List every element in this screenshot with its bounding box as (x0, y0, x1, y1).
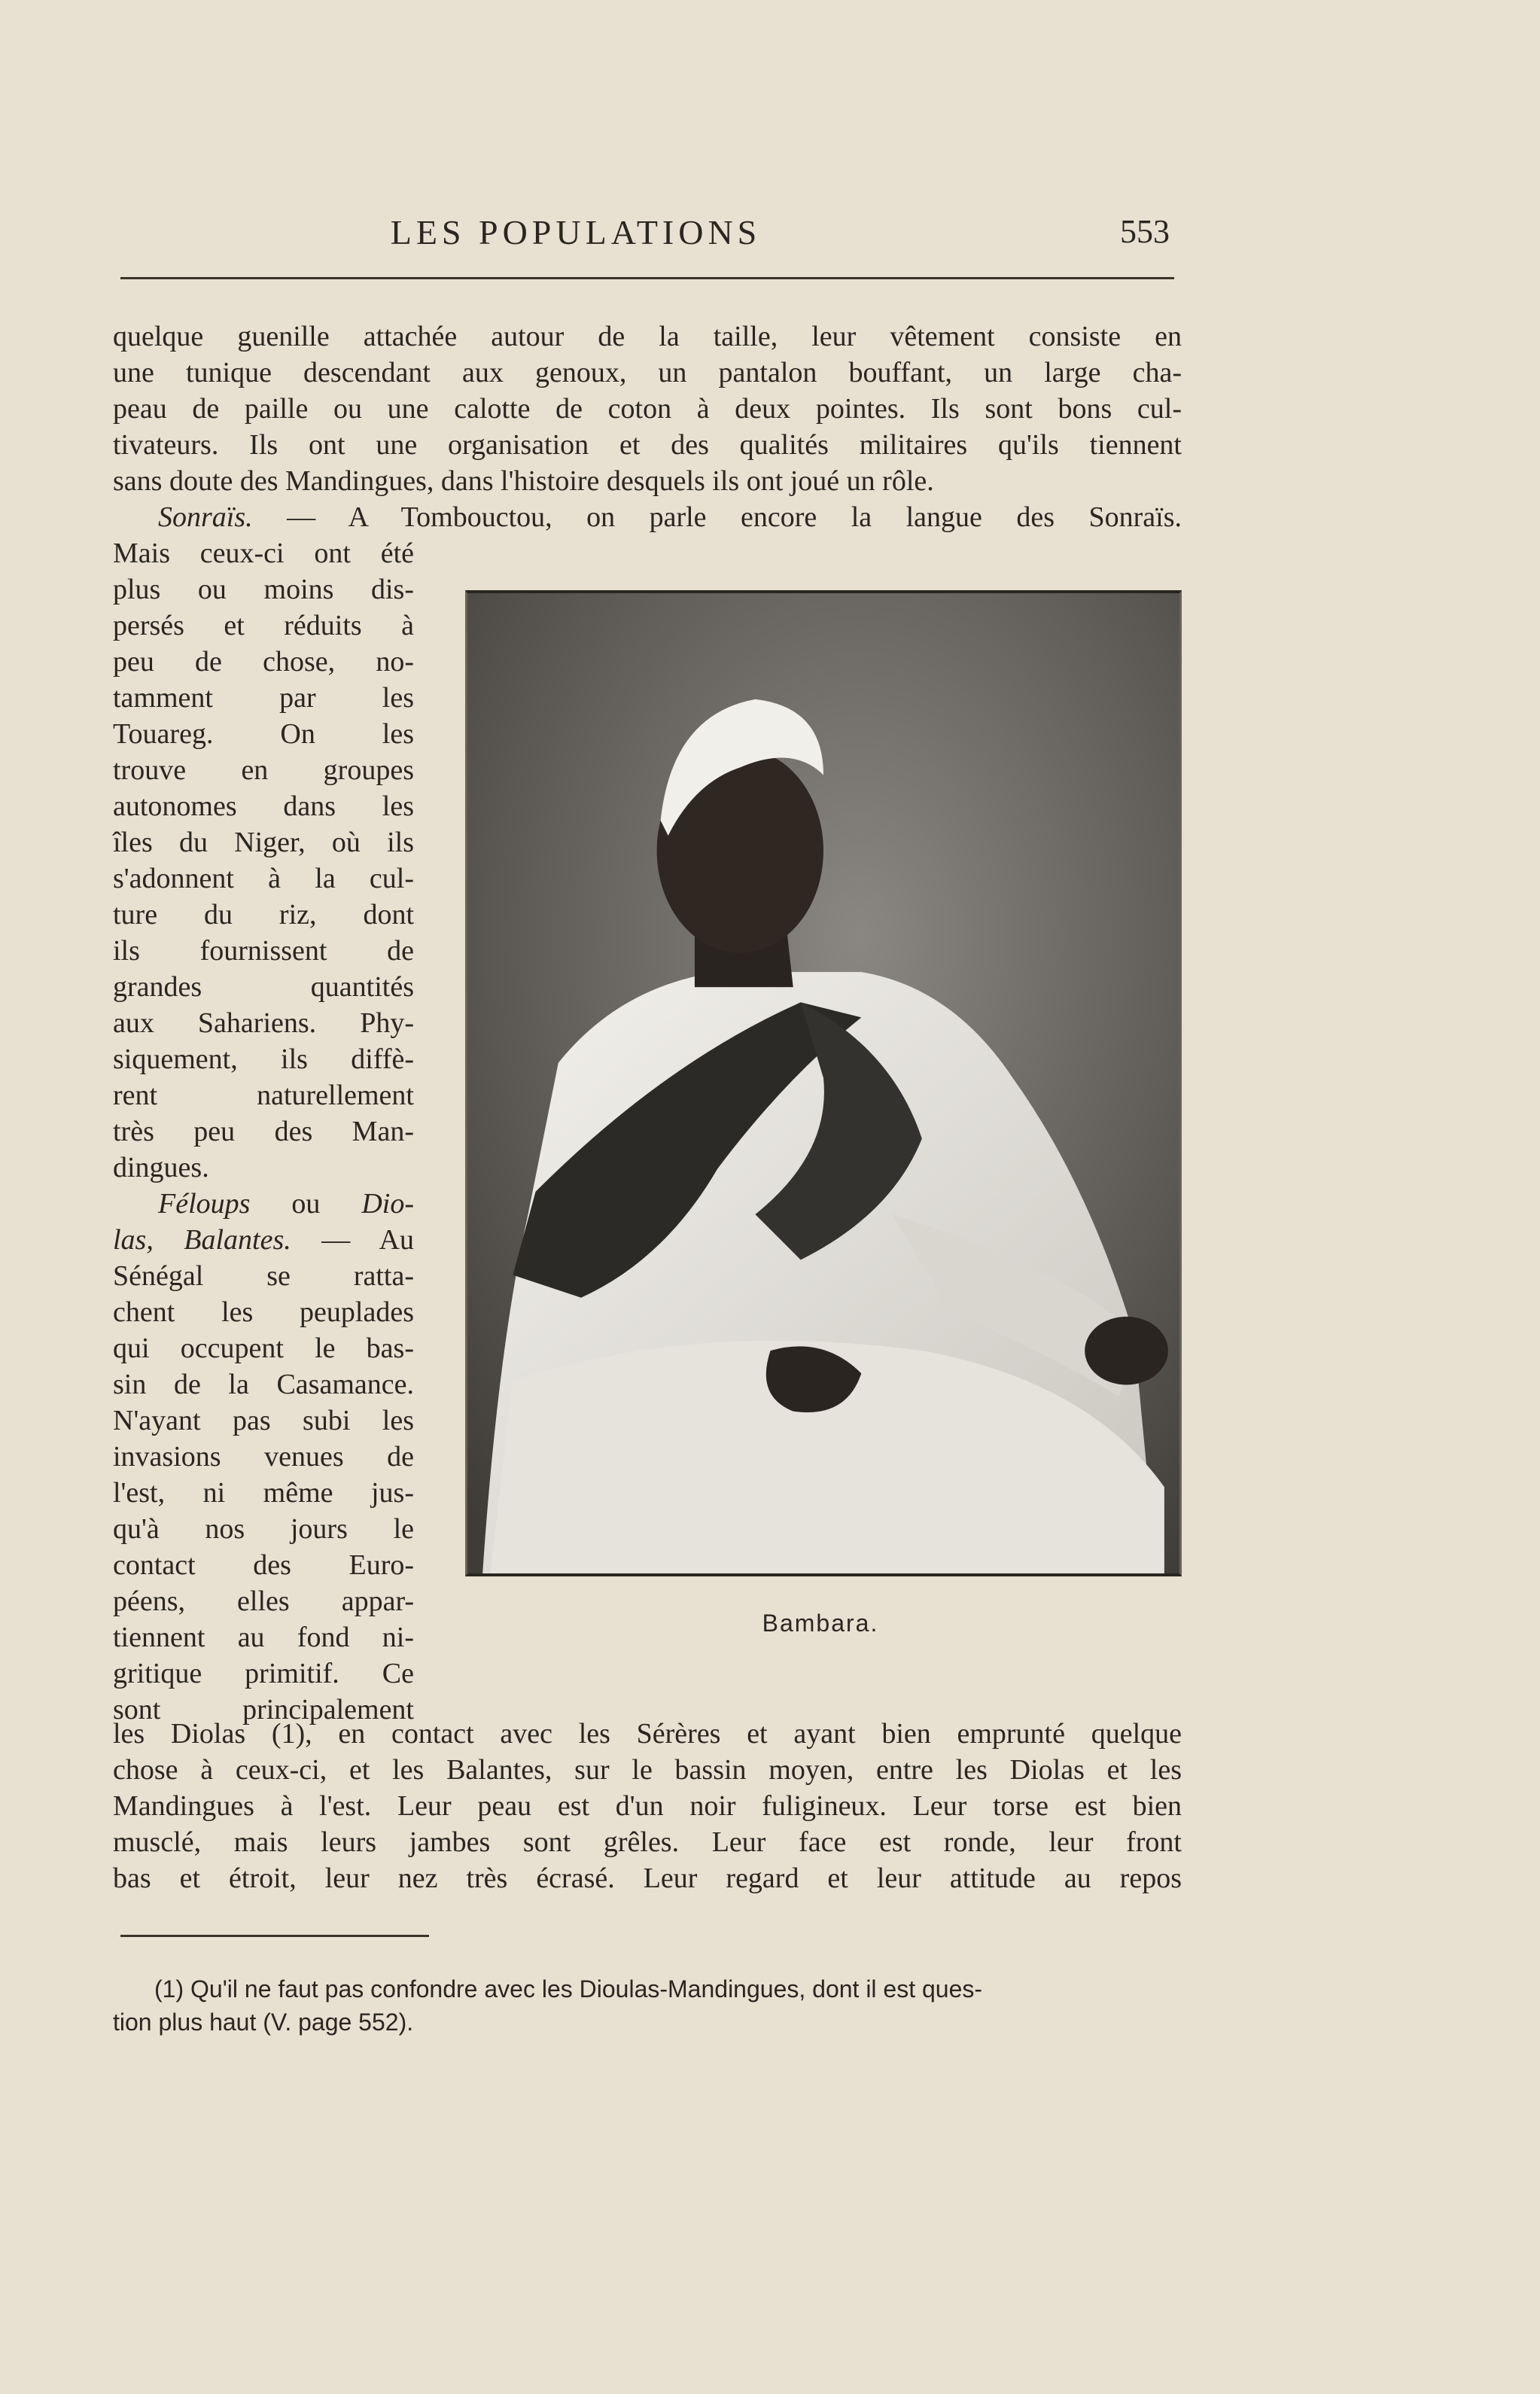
page-number: 553 (1120, 213, 1170, 250)
feloups-line (158, 1186, 414, 1221)
column-line: très peu des Man- (113, 1116, 414, 1147)
column-line: péens, elles appar- (113, 1585, 414, 1617)
figure-caption: Bambara. (762, 1610, 879, 1637)
column-line: autonomes dans les (113, 790, 414, 822)
column-line: l'est, ni même jus- (113, 1477, 414, 1509)
feloups-heading-dio: Dio- (361, 1188, 414, 1220)
sonrais-line (158, 500, 1182, 535)
sonrais-heading: Sonraïs. (158, 501, 253, 533)
column-line: dingues. (113, 1152, 209, 1183)
body-line: tivateurs. Ils ont une organisation et des qualités militaires qu'ils tiennent (113, 429, 1182, 461)
feloups-dash: — Au (321, 1224, 414, 1256)
body-line: les Diolas (1), en contact avec les Sérères et ayant bien emprunté quelque (113, 1718, 1182, 1750)
column-line: persés et réduits à (113, 610, 414, 641)
portrait-illustration (467, 593, 1179, 1573)
column-line: ils fournissent de (113, 935, 414, 967)
column-line: sont principalement (113, 1694, 414, 1725)
bambara-photograph (465, 590, 1182, 1576)
body-line: une tunique descendant aux genoux, un pantalon bouffant, un large cha- (113, 357, 1182, 388)
header-rule (120, 277, 1174, 279)
column-line: qui occupent le bas- (113, 1333, 414, 1364)
column-line: contact des Euro- (113, 1549, 414, 1581)
footnote-line: (1) Qu'il ne faut pas confondre avec les Dioulas-Mandingues, dont il est ques- (154, 1975, 983, 2003)
column-line: tamment par les (113, 682, 414, 714)
column-line: rent naturellement (113, 1080, 414, 1111)
footnote-rule (120, 1935, 429, 1937)
body-line: sans doute des Mandingues, dans l'histoire desquels ils ont joué un rôle. (113, 465, 934, 497)
column-line: aux Sahariens. Phy- (113, 1007, 414, 1039)
sonrais-text: — A Tombouctou, on parle encore la langue des Sonraïs. (287, 501, 1182, 533)
footnote-line: tion plus haut (V. page 552). (113, 2009, 414, 2036)
column-line: tiennent au fond ni- (113, 1622, 414, 1653)
feloups-line (113, 1223, 414, 1257)
body-line: peau de paille ou une calotte de coton à deux pointes. Ils sont bons cul- (113, 393, 1182, 425)
column-line: Sénégal se ratta- (113, 1260, 414, 1292)
column-line: siquement, ils diffè- (113, 1043, 414, 1075)
column-line: îles du Niger, où ils (113, 827, 414, 858)
column-line: grandes quantités (113, 971, 414, 1003)
feloups-or: ou (291, 1188, 321, 1220)
column-line: trouve en groupes (113, 754, 414, 786)
column-line: s'adonnent à la cul- (113, 863, 414, 894)
column-line: N'ayant pas subi les (113, 1405, 414, 1436)
feloups-heading-balantes: las, Balantes. (113, 1224, 291, 1256)
body-line: chose à ceux-ci, et les Balantes, sur le bassin moyen, entre les Diolas et les (113, 1754, 1182, 1786)
column-line: invasions venues de (113, 1441, 414, 1473)
column-line: sin de la Casamance. (113, 1369, 414, 1400)
column-line: Mais ceux-ci ont été (113, 538, 414, 569)
column-line: plus ou moins dis- (113, 574, 414, 605)
body-line: quelque guenille attachée autour de la taille, leur vêtement consiste en (113, 321, 1182, 352)
feloups-heading: Féloups (158, 1188, 251, 1220)
column-line: chent les peuplades (113, 1296, 414, 1328)
column-line: qu'à nos jours le (113, 1513, 414, 1545)
running-title: LES POPULATIONS (390, 213, 762, 251)
column-line: Touareg. On les (113, 718, 414, 750)
body-line: Mandingues à l'est. Leur peau est d'un noir fuligineux. Leur torse est bien (113, 1790, 1182, 1822)
body-line: bas et étroit, leur nez très écrasé. Leur regard et leur attitude au repos (113, 1863, 1182, 1894)
column-line: ture du riz, dont (113, 899, 414, 930)
column-line: peu de chose, no- (113, 646, 414, 678)
column-line: gritique primitif. Ce (113, 1658, 414, 1689)
body-line: musclé, mais leurs jambes sont grêles. Leur face est ronde, leur front (113, 1826, 1182, 1858)
